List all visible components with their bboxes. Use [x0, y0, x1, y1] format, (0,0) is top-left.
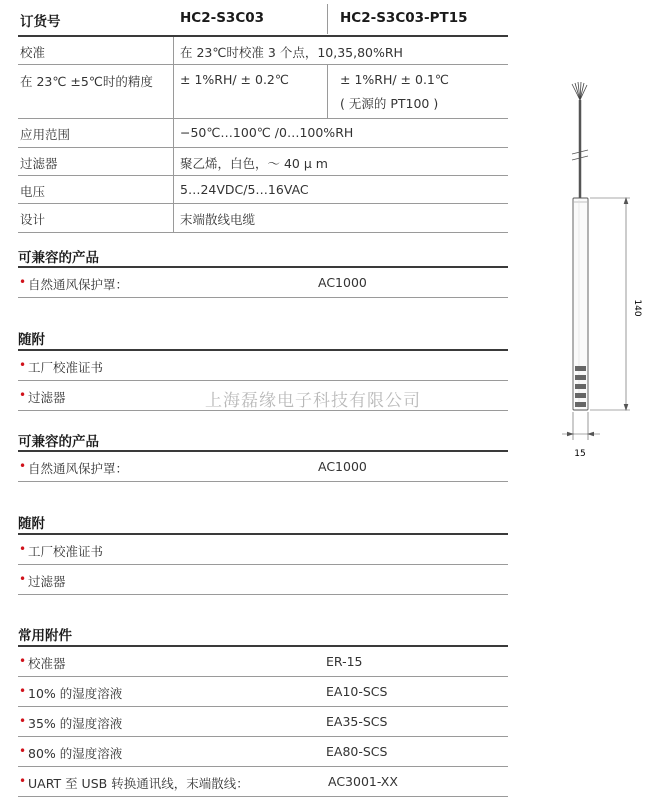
row-label-design: 设计 [20, 212, 46, 227]
width-label: 15 [574, 449, 586, 459]
row-value-accuracy-b2: ( 无源的 PT100 ) [340, 96, 439, 111]
list-item [18, 737, 508, 767]
item-value: EA35-SCS [326, 714, 388, 729]
accuracy-divider [327, 65, 328, 118]
item-label: 工厂校准证书 [28, 360, 104, 375]
row-value-voltage: 5…24VDC/5…16VAC [180, 182, 309, 197]
list-item [18, 268, 508, 298]
item-label: UART 至 USB 转换通讯线，末端散线： [28, 776, 249, 791]
row-rule [18, 147, 508, 148]
row-value-calibration: 在 23℃时校准 3 个点，10,35,80%RH [180, 45, 403, 60]
col-header-order-no: 订货号 [20, 14, 61, 30]
item-label: 自然通风保护罩： [28, 277, 129, 292]
list-item [18, 707, 508, 737]
bullet-icon: • [19, 654, 27, 668]
row-label-filter: 过滤器 [20, 156, 58, 171]
section-title-compatible: 可兼容的产品 [18, 434, 99, 450]
row-rule [18, 203, 508, 204]
item-label: 工厂校准证书 [28, 544, 104, 559]
bullet-icon: • [19, 744, 27, 758]
list-item [18, 452, 508, 482]
row-rule [18, 175, 508, 176]
section-title-compatible: 可兼容的产品 [18, 250, 99, 266]
header-rule [18, 35, 508, 37]
item-value: AC1000 [318, 459, 367, 474]
item-value: AC3001-XX [328, 774, 398, 789]
item-label: 10% 的湿度溶液 [28, 686, 123, 701]
probe-dimension-drawing [540, 80, 660, 470]
item-label: 过滤器 [28, 574, 66, 589]
section-title-accessories: 常用附件 [18, 628, 72, 644]
bullet-icon: • [19, 459, 27, 473]
width-dimension-icon [562, 412, 600, 440]
length-dimension-icon [590, 198, 630, 410]
row-value-accuracy-b1: ± 1%RH/ ± 0.1℃ [340, 72, 449, 87]
item-label: 校准器 [28, 656, 66, 671]
header-divider [327, 4, 328, 34]
bullet-icon: • [19, 542, 27, 556]
length-label: 140 [632, 299, 642, 317]
list-item [18, 535, 508, 565]
bullet-icon: • [19, 774, 27, 788]
row-label-calibration: 校准 [20, 45, 46, 60]
item-value: ER-15 [326, 654, 363, 669]
row-value-range: −50℃…100℃ /0…100%RH [180, 125, 354, 140]
item-label: 过滤器 [28, 390, 66, 405]
col-header-model-b: HC2-S3C03-PT15 [340, 10, 468, 26]
bullet-icon: • [19, 275, 27, 289]
row-label-range: 应用范围 [20, 127, 71, 142]
row-value-filter: 聚乙烯，白色，～ 40 μ m [180, 156, 328, 171]
bullet-icon: • [19, 358, 27, 372]
item-value: EA80-SCS [326, 744, 388, 759]
bullet-icon: • [19, 684, 27, 698]
item-value: EA10-SCS [326, 684, 388, 699]
item-value: AC1000 [318, 275, 367, 290]
bullet-icon: • [19, 388, 27, 402]
section-title-included: 随附 [18, 332, 45, 348]
list-item [18, 647, 508, 677]
row-label-accuracy: 在 23℃ ±5℃时的精度 [20, 74, 153, 89]
row-rule [18, 64, 508, 65]
bullet-icon: • [19, 572, 27, 586]
row-rule [18, 232, 508, 233]
cable-wires-icon [572, 82, 587, 100]
list-item [18, 767, 508, 797]
row-label-voltage: 电压 [20, 184, 46, 199]
row-rule [18, 118, 508, 119]
list-item [18, 565, 508, 595]
watermark-text: 上海磊缘电子科技有限公司 [205, 391, 421, 411]
item-label: 自然通风保护罩： [28, 461, 129, 476]
section-title-included: 随附 [18, 516, 45, 532]
col-header-model-a: HC2-S3C03 [180, 10, 265, 26]
bullet-icon: • [19, 714, 27, 728]
row-value-design: 末端散线电缆 [180, 212, 256, 227]
item-label: 35% 的湿度溶液 [28, 716, 123, 731]
row-value-accuracy-a: ± 1%RH/ ± 0.2℃ [180, 72, 289, 87]
list-item [18, 351, 508, 381]
list-item [18, 677, 508, 707]
item-label: 80% 的湿度溶液 [28, 746, 123, 761]
